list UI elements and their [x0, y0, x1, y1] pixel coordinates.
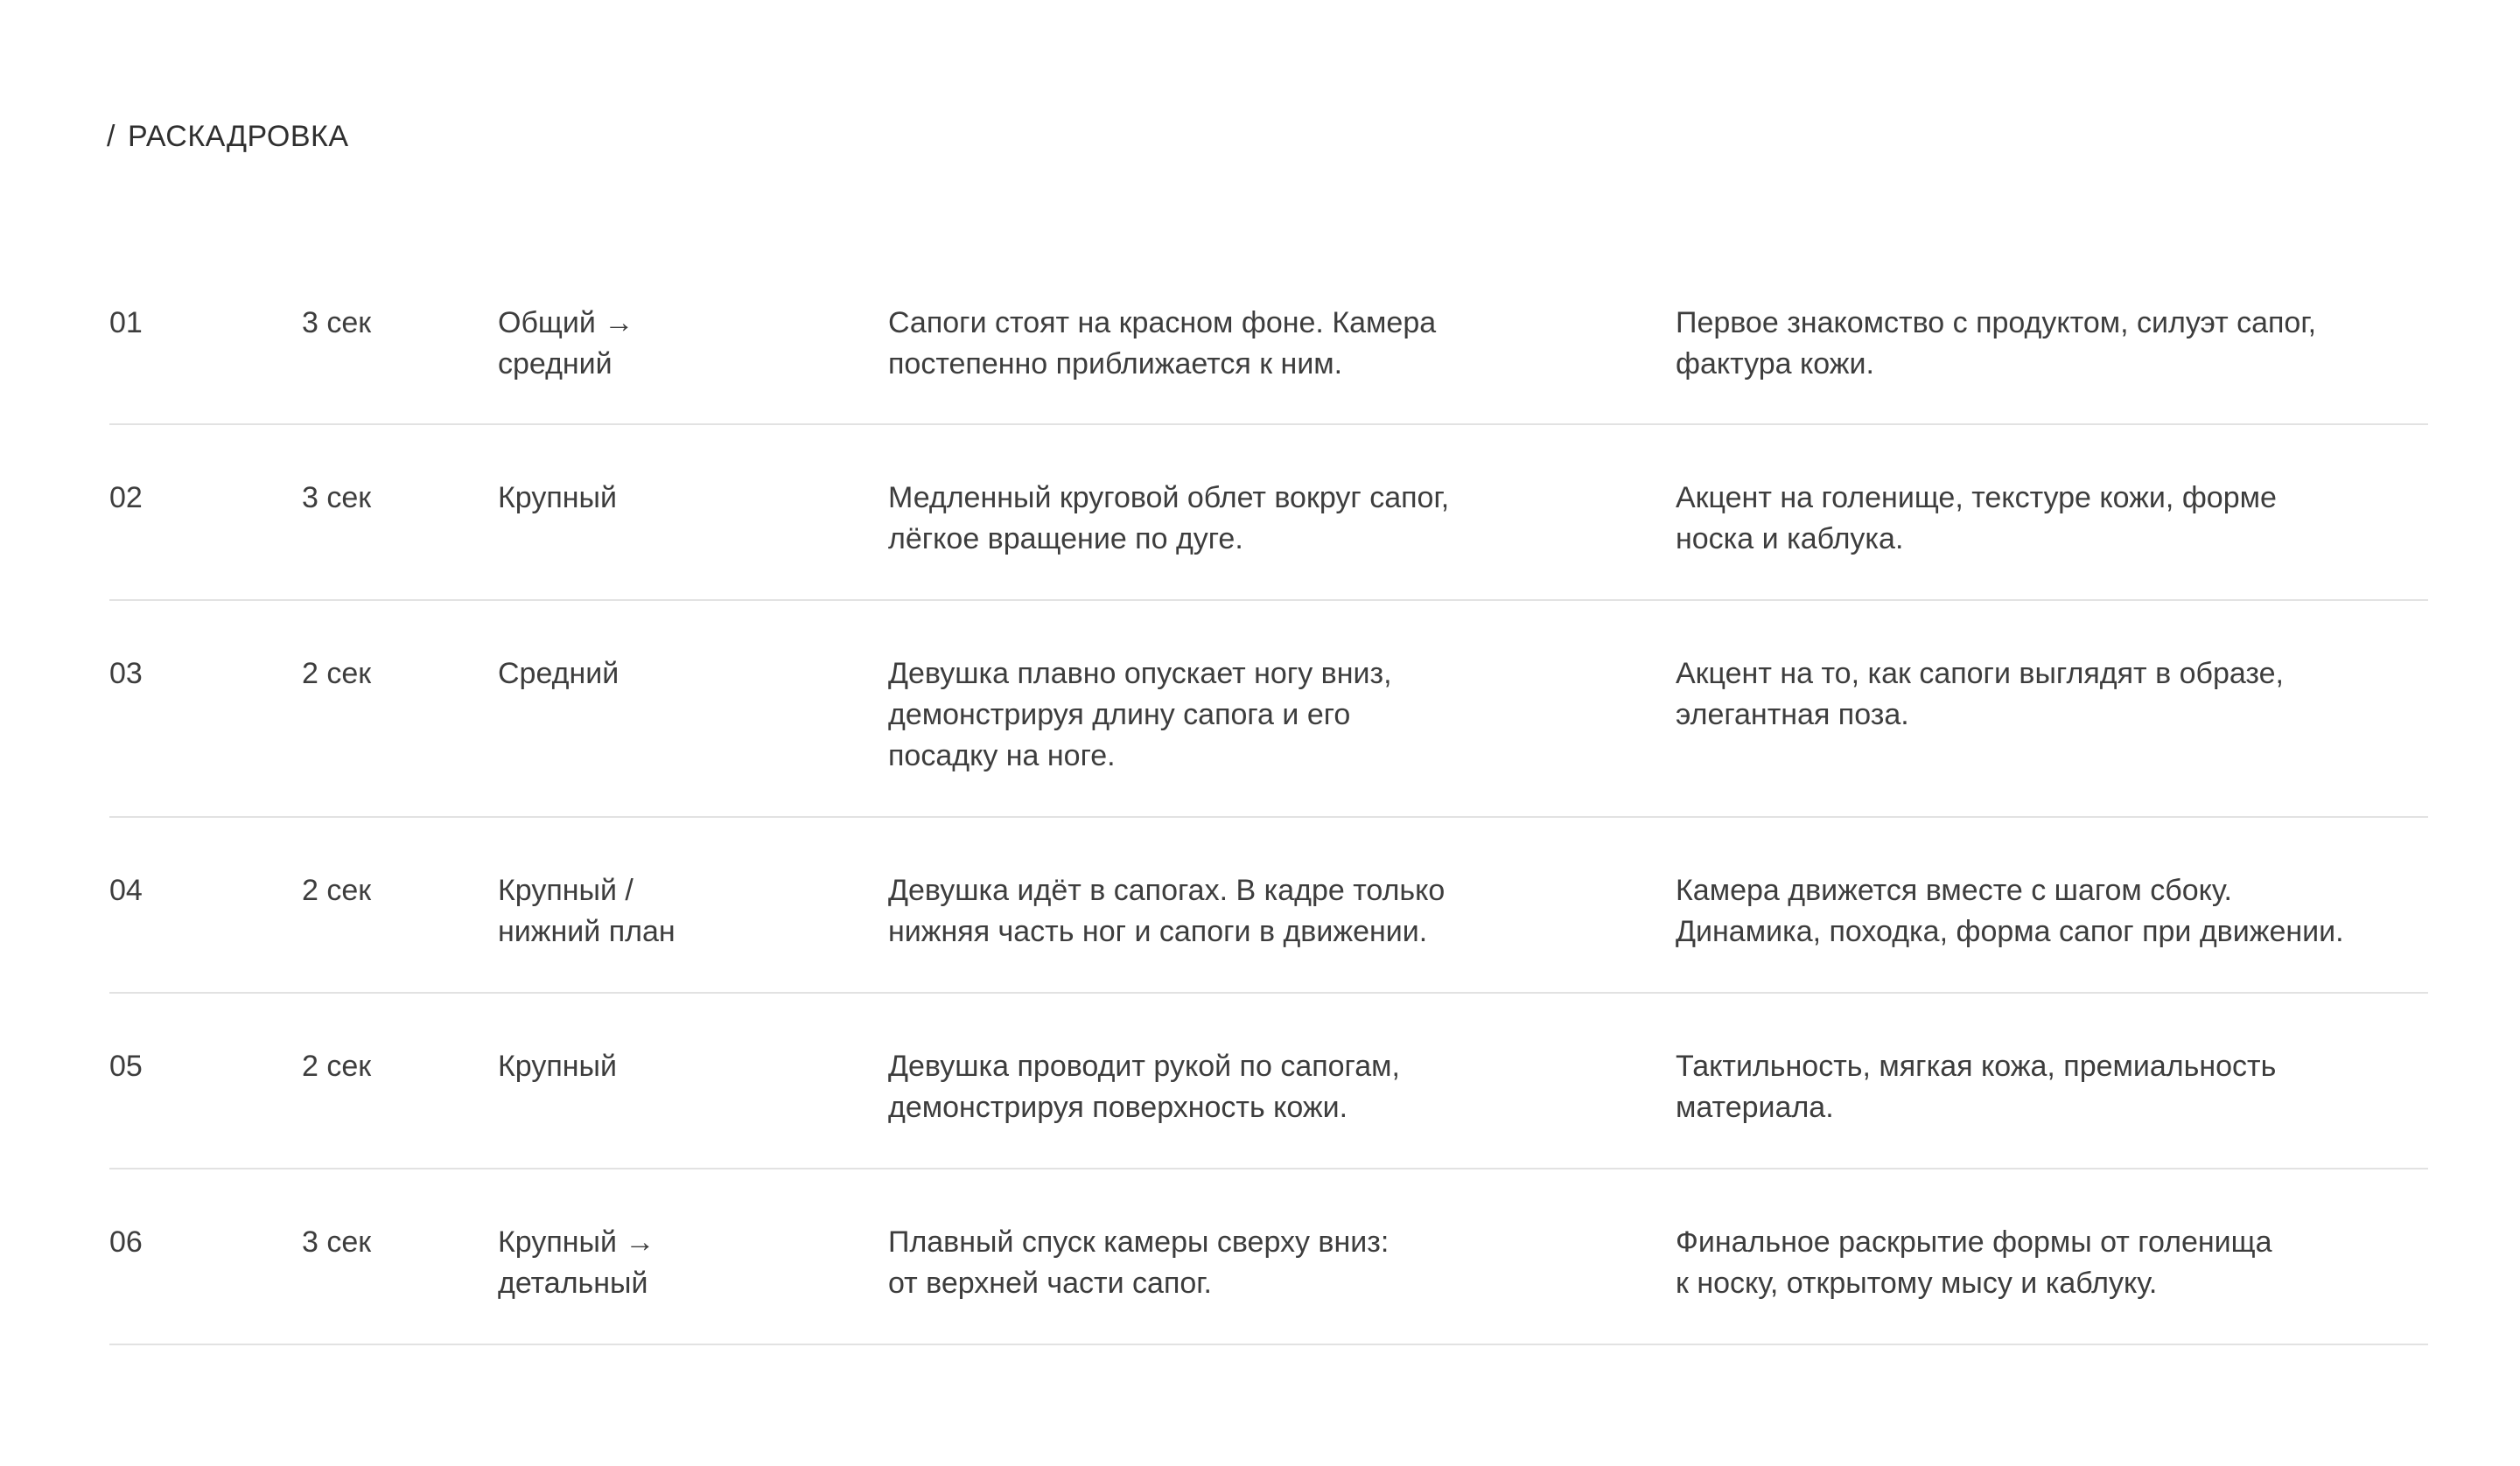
shot-goal: Акцент на то, как сапоги выглядят в образе, элегантная поза. — [1676, 657, 2284, 731]
shot-action: Плавный спуск камеры сверху вниз: от верхней части сапог. — [888, 1225, 1390, 1300]
shot-duration: 2 сек — [302, 1050, 372, 1083]
table-row — [109, 601, 2428, 818]
shot-number: 03 — [109, 657, 143, 690]
shot-goal: Тактильность, мягкая кожа, премиальность материала. — [1676, 1050, 2277, 1124]
shot-action: Девушка плавно опускает ногу вниз, демонстрируя длину сапога и его посадку на ноге. — [888, 657, 1392, 772]
shot-number: 04 — [109, 874, 143, 907]
shot-goal: Акцент на голенище, текстуре кожи, форме носка и каблука. — [1676, 481, 2277, 555]
shot-action: Девушка проводит рукой по сапогам, демонстрируя поверхность кожи. — [888, 1050, 1400, 1124]
shot-goal: Камера движется вместе с шагом сбоку. Динамика, походка, форма сапог при движении. — [1676, 874, 2344, 948]
table-row — [109, 818, 2428, 994]
section-title — [107, 119, 349, 154]
shot-action: Сапоги стоят на красном фоне. Камера постепенно приближается к ним. — [888, 306, 1437, 380]
shot-action: Девушка идёт в сапогах. В кадре только нижняя часть ног и сапоги в движении. — [888, 874, 1446, 948]
table-row — [109, 1169, 2428, 1345]
title-text: РАСКАДРОВКА — [127, 120, 349, 153]
shot-type: Общий → средний — [498, 306, 634, 380]
shot-number: 06 — [109, 1225, 143, 1259]
shot-type: Крупный — [498, 481, 617, 514]
shot-number: 05 — [109, 1050, 143, 1083]
shot-duration: 2 сек — [302, 657, 372, 690]
shot-duration: 2 сек — [302, 874, 372, 907]
shot-type: Крупный / нижний план — [498, 874, 676, 948]
shot-duration: 3 сек — [302, 306, 372, 339]
shot-type: Крупный — [498, 1050, 617, 1083]
title-slash: / — [107, 120, 116, 153]
table-row — [109, 287, 2428, 425]
shot-duration: 3 сек — [302, 1225, 372, 1259]
shot-goal: Финальное раскрытие формы от голенища к носку, открытому мысу и каблуку. — [1676, 1225, 2272, 1300]
shot-duration: 3 сек — [302, 481, 372, 514]
shot-type: Крупный → детальный — [498, 1225, 655, 1300]
shot-goal: Первое знакомство с продуктом, силуэт сапог, фактура кожи. — [1676, 306, 2317, 380]
shot-number: 02 — [109, 481, 143, 514]
shot-type: Средний — [498, 657, 620, 690]
table-row — [109, 994, 2428, 1169]
storyboard-table — [109, 287, 2428, 1345]
shot-action: Медленный круговой облет вокруг сапог, лёгкое вращение по дуге. — [888, 481, 1450, 555]
shot-number: 01 — [109, 306, 143, 339]
table-row — [109, 425, 2428, 601]
